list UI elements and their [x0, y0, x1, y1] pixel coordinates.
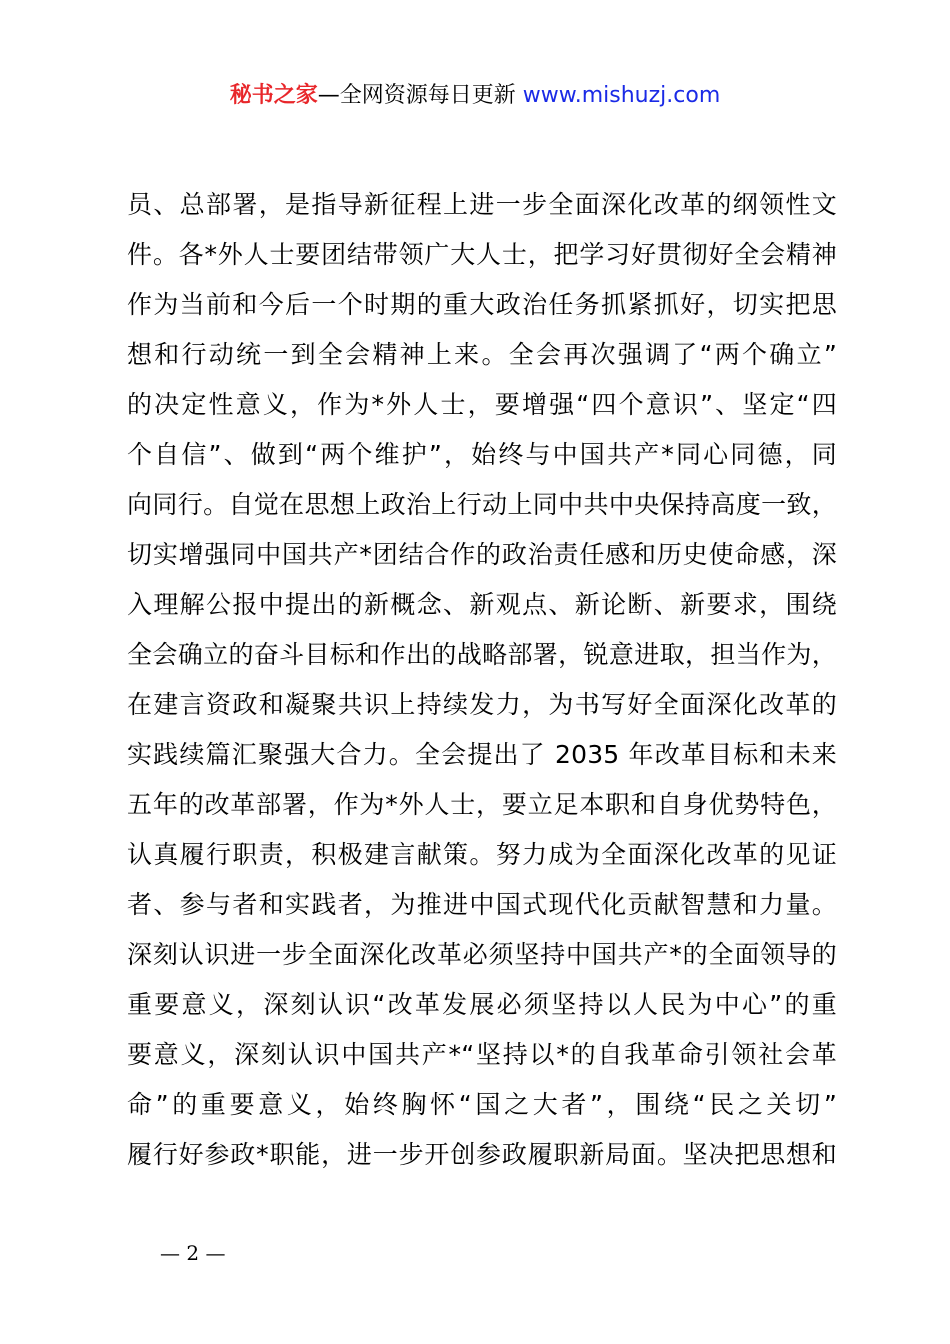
page-number: — 2 —	[160, 1241, 226, 1265]
text-line: 命”的重要意义，始终胸怀“国之大者”，围绕“民之关切”	[127, 1090, 837, 1119]
website-link[interactable]: www.mishuzj.com	[522, 83, 721, 108]
text-line: 要意义，深刻认识中国共产*“坚持以*的自我革命引领社会革	[127, 1040, 837, 1069]
text-line: 切实增强同中国共产*团结合作的政治责任感和历史使命感，深	[127, 540, 837, 569]
text-line: 作为当前和今后一个时期的重大政治任务抓紧抓好，切实把思	[127, 290, 837, 319]
text-line: 向同行。自觉在思想上政治上行动上同中共中央保持高度一致，	[127, 490, 837, 519]
site-header	[0, 80, 950, 112]
text-line: 重要意义，深刻认识“改革发展必须坚持以人民为中心”的重	[127, 990, 837, 1019]
text-line: 五年的改革部署，作为*外人士，要立足本职和自身优势特色，	[127, 790, 837, 819]
text-line: 深刻认识进一步全面深化改革必须坚持中国共产*的全面领导的	[127, 940, 837, 969]
header-tagline: —全网资源每日更新	[317, 83, 523, 108]
text-line: 入理解公报中提出的新概念、新观点、新论断、新要求，围绕	[127, 590, 837, 619]
text-line: 的决定性意义，作为*外人士，要增强“四个意识”、坚定“四	[127, 390, 837, 419]
text-line: 全会确立的奋斗目标和作出的战略部署，锐意进取，担当作为，	[127, 640, 837, 669]
text-line: 员、总部署，是指导新征程上进一步全面深化改革的纲领性文	[127, 190, 837, 219]
body-text	[127, 180, 837, 1180]
brand-name: 秘书之家	[229, 83, 318, 108]
text-line: 实践续篇汇聚强大合力。全会提出了 2035 年改革目标和未来	[127, 740, 837, 769]
text-line: 想和行动统一到全会精神上来。全会再次强调了“两个确立”	[127, 340, 837, 369]
text-line: 个自信”、做到“两个维护”，始终与中国共产*同心同德，同	[127, 440, 837, 469]
text-line: 认真履行职责，积极建言献策。努力成为全面深化改革的见证	[127, 840, 837, 869]
text-line: 在建言资政和凝聚共识上持续发力，为书写好全面深化改革的	[127, 690, 837, 719]
text-line: 履行好参政*职能，进一步开创参政履职新局面。坚决把思想和	[127, 1140, 837, 1169]
text-line: 件。各*外人士要团结带领广大人士，把学习好贯彻好全会精神	[127, 240, 837, 269]
text-line: 者、参与者和实践者，为推进中国式现代化贡献智慧和力量。	[127, 890, 837, 919]
